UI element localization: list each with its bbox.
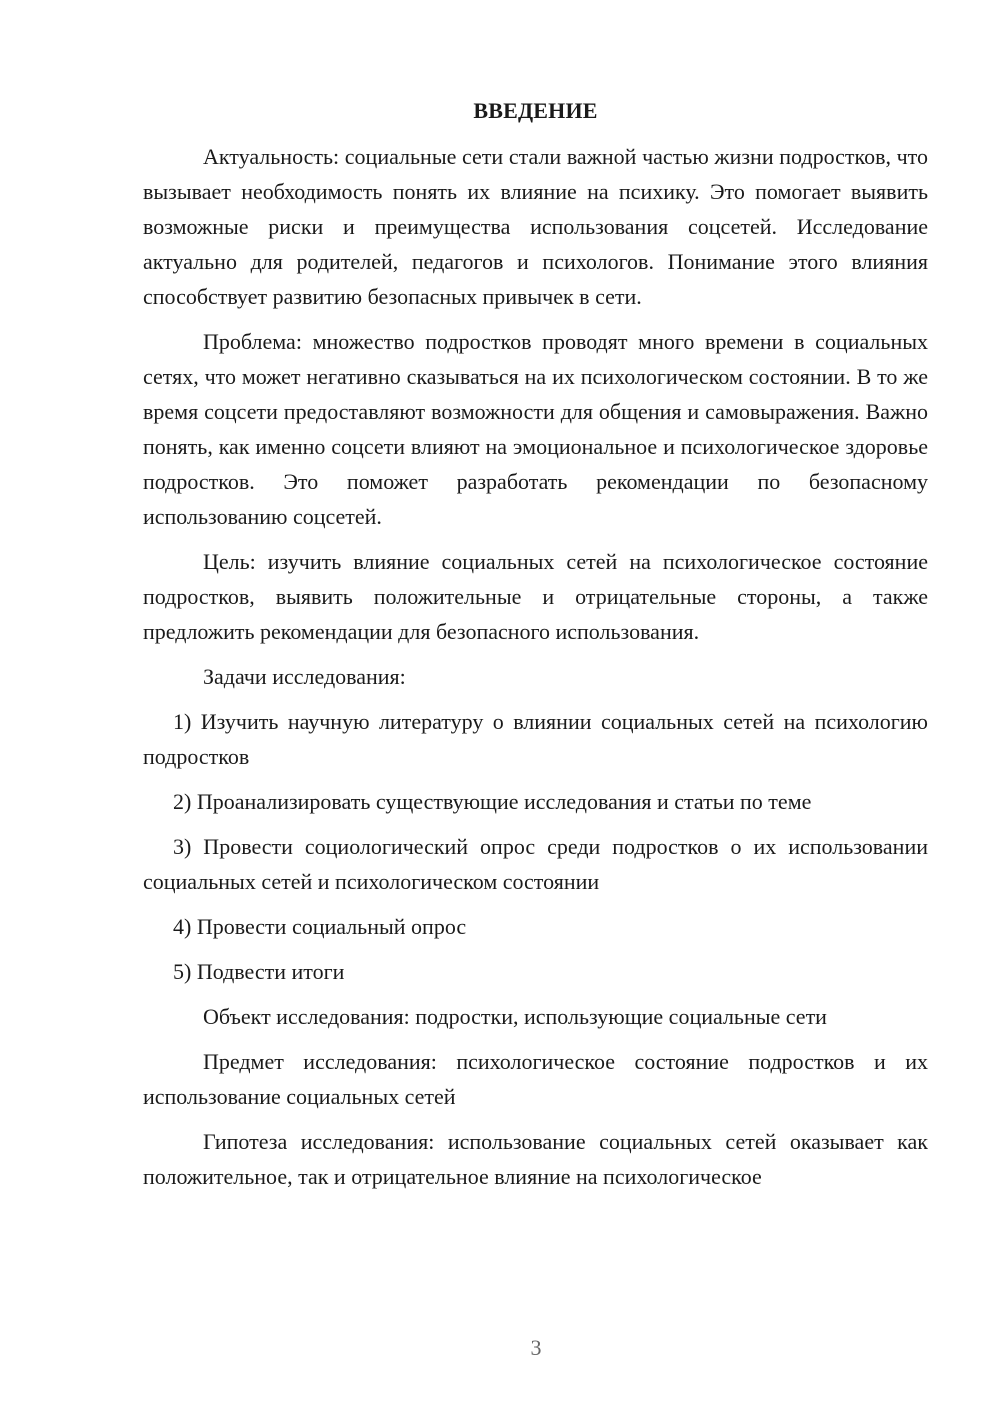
section-heading: ВВЕДЕНИЕ [473, 98, 598, 123]
task-item: 1) Изучить научную литературу о влиянии социальных сетей на психологию подростков [143, 709, 928, 769]
task-item: 2) Проанализировать существующие исследования и статьи по теме [173, 789, 812, 814]
object-paragraph: Объект исследования: подростки, использующие социальные сети [203, 1004, 827, 1029]
task-item: 3) Провести социологический опрос среди подростков о их использовании социальных сетей и психологическом состоянии [143, 834, 928, 894]
problem-paragraph: Проблема: множество подростков проводят много времени в социальных сетях, что может негативно сказываться на их психологическом состоянии. В то же время соцсети предоставляют возможности для общения и самовыражения. Важно понять, как именно соцсети влияют на эмоциональное и психологическое здоровье подростков. Это поможет разработать рекомендации по безопасному использованию соцсетей. [143, 329, 928, 529]
page-number: 3 [530, 1335, 542, 1360]
relevance-paragraph: Актуальность: социальные сети стали важной частью жизни подростков, что вызывает необходимость понять их влияние на психику. Это помогает выявить возможные риски и преимущества использования соцсетей. Исследование актуально для родителей, педагогов и психологов. Понимание этого влияния способствует развитию безопасных привычек в сети. [143, 144, 928, 309]
hypothesis-paragraph: Гипотеза исследования: использование социальных сетей оказывает как положительное, так и отрицательное влияние на психологическое [143, 1129, 928, 1189]
page-content [143, 93, 928, 1204]
goal-paragraph: Цель: изучить влияние социальных сетей на психологическое состояние подростков, выявить положительные и отрицательные стороны, а также предложить рекомендации для безопасного использования. [143, 549, 928, 644]
task-item: 4) Провести социальный опрос [173, 914, 467, 939]
tasks-label: Задачи исследования: [203, 664, 406, 689]
task-item: 5) Подвести итоги [173, 959, 345, 984]
subject-paragraph: Предмет исследования: психологическое состояние подростков и их использование социальных сетей [143, 1049, 928, 1109]
